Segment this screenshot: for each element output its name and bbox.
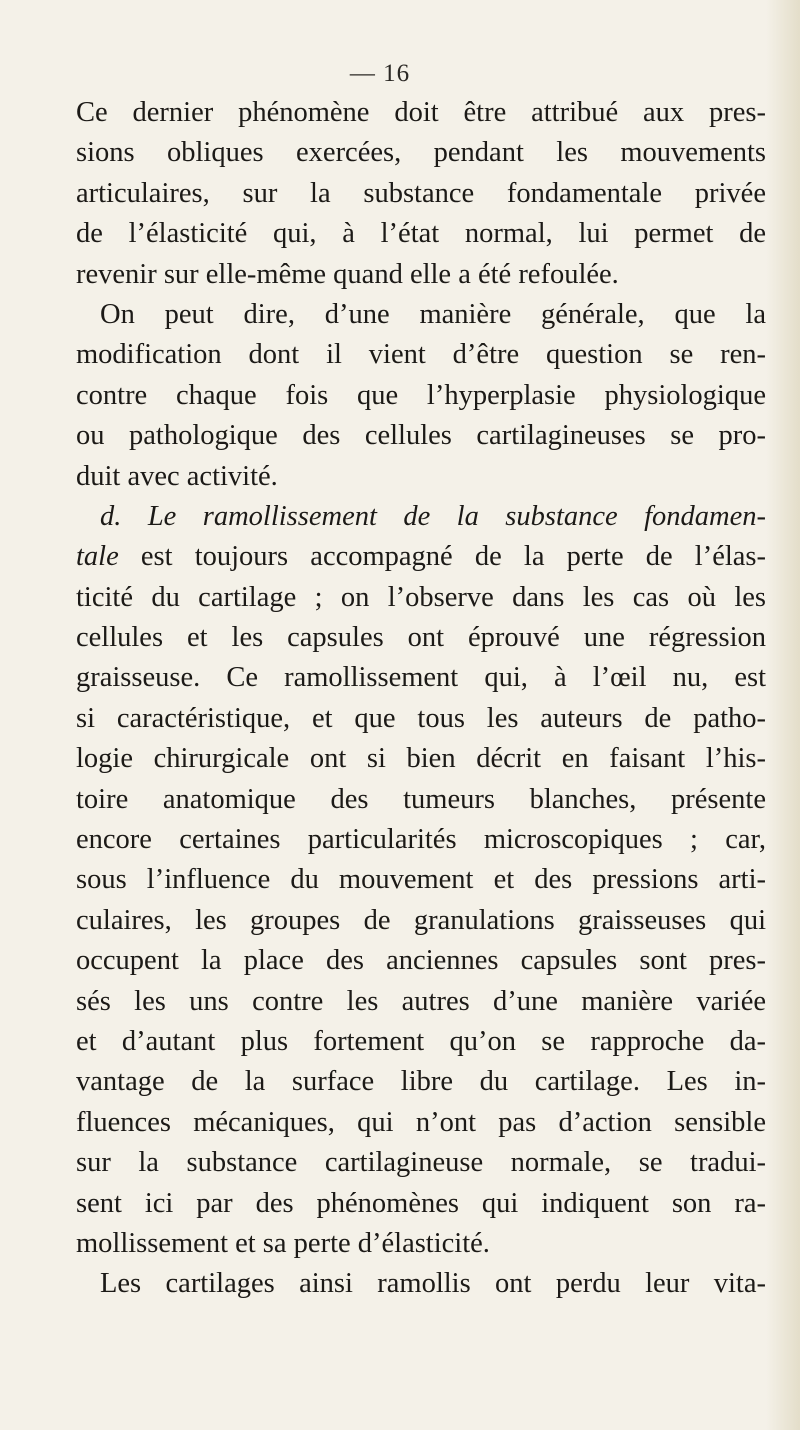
text-line: graisseuse. Ce ramollissement qui, à l’œil nu, est [76, 662, 766, 694]
text-line: revenir sur elle-même quand elle a été refoulée. [76, 258, 619, 290]
text-line: contre chaque fois que l’hyperplasie physiologique [76, 379, 766, 411]
text-line: sous l’influence du mouvement et des pressions arti- [76, 864, 766, 896]
text-line: fluences mécaniques, qui n’ont pas d’action sensible [76, 1106, 766, 1138]
text-line: cellules et les capsules ont éprouvé une régression [76, 622, 766, 654]
text-line: vantage de la surface libre du cartilage. Les in- [76, 1066, 766, 1098]
text-line: logie chirurgicale ont si bien décrit en faisant l’his- [76, 743, 766, 775]
page-number: — 16 [349, 60, 411, 87]
text-line: On peut dire, d’une manière générale, que la [100, 298, 766, 330]
text-line: mollissement et sa perte d’élasticité. [76, 1227, 490, 1259]
text-line: sions obliques exercées, pendant les mouvements [76, 137, 766, 169]
text-line: ticité du cartilage ; on l’observe dans les cas où les [76, 581, 766, 613]
text-line: occupent la place des anciennes capsules sont pres- [76, 945, 766, 977]
text-line: si caractéristique, et que tous les auteurs de patho- [76, 702, 766, 734]
text-line [76, 537, 766, 577]
text-line: sés les uns contre les autres d’une manière variée [76, 985, 766, 1017]
text-line: Les cartilages ainsi ramollis ont perdu leur vita- [100, 1268, 766, 1300]
text-line: toire anatomique des tumeurs blanches, présente [76, 783, 766, 815]
text-line: culaires, les groupes de granulations graisseuses qui [76, 904, 766, 936]
text-line: Ce dernier phénomène doit être attribué aux pres- [76, 97, 766, 128]
text-line: et d’autant plus fortement qu’on se rapproche da- [76, 1025, 766, 1057]
text-line: modification dont il vient d’être question se ren- [76, 339, 766, 371]
section-heading: Le ramollissement de la substance fondamen- [147, 500, 766, 532]
page-edge-shadow [766, 0, 800, 1430]
section-heading-line [76, 497, 766, 537]
text-line: de l’élasticité qui, à l’état normal, lui permet de [76, 218, 766, 250]
text-line: articulaires, sur la substance fondamentale privée [76, 177, 766, 209]
text-line: encore certaines particularités microscopiques ; car, [76, 824, 766, 856]
text-line-continued: est toujours accompagné de la perte de l’élas- [140, 541, 766, 573]
text-line: duit avec activité. [76, 460, 278, 492]
text-line: sent ici par des phénomènes qui indiquent son ra- [76, 1187, 766, 1219]
section-marker: d. [100, 500, 122, 532]
section-heading-continued: tale [76, 541, 119, 573]
text-line: ou pathologique des cellules cartilagineuses se pro- [76, 420, 766, 452]
text-line: sur la substance cartilagineuse normale, se tradui- [76, 1147, 766, 1179]
body-text [76, 93, 766, 1305]
